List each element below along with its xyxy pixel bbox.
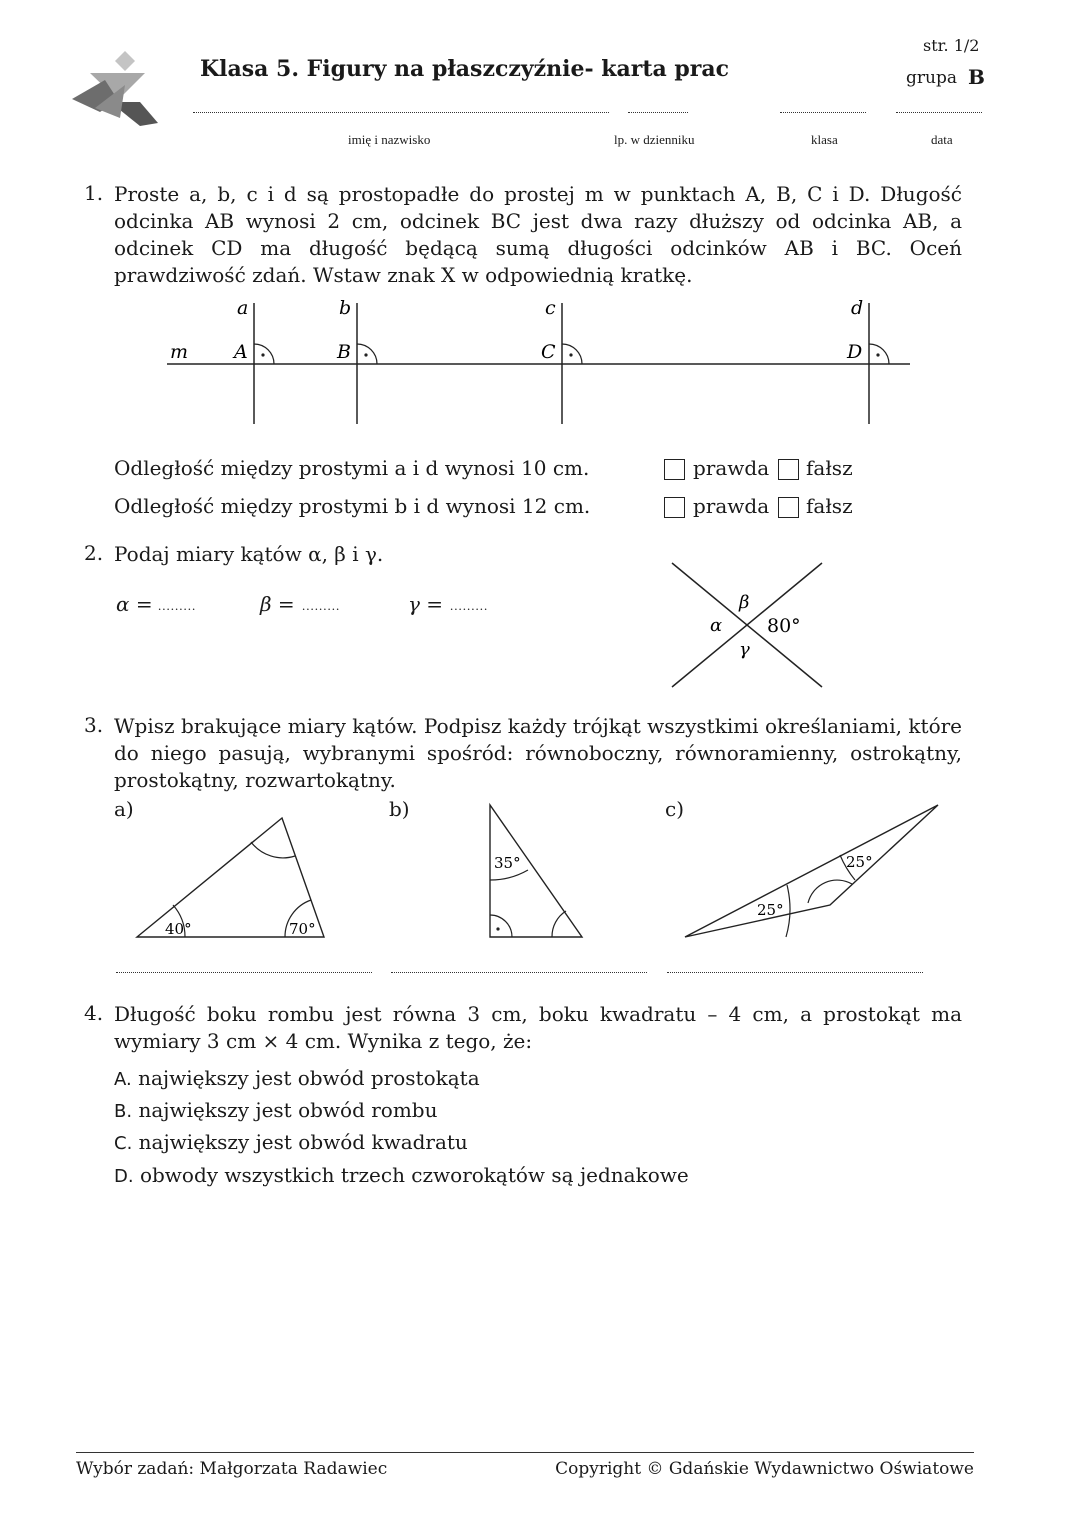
footer-right: Copyright © Gdańskie Wydawnictwo Oświatowe — [555, 1459, 974, 1479]
label-s2-false: fałsz — [806, 494, 853, 518]
task1-text: Proste a, b, c i d są prostopadłe do prostej m w punktach A, B, C i D. Długość odcinka AB wynosi 2 cm, odcinek BC jest dwa razy dłuższy od odcinka AB, a odcinek CD ma długość będącą sumą długości odcinków AB i BC. Oceń prawdziwość zdań. Wstaw znak X w odpowiednią kratkę. — [114, 182, 962, 287]
alpha-answer[interactable]: ......... — [158, 598, 197, 613]
alpha-label: α = — [116, 592, 153, 616]
part-c-label: c) — [665, 797, 685, 821]
group-label: grupa — [906, 68, 957, 88]
option-b[interactable] — [114, 1097, 437, 1125]
name-field-label: imię i nazwisko — [348, 132, 431, 147]
diagram-beta: β — [739, 592, 750, 613]
label-m: m — [170, 341, 189, 363]
label-B: B — [337, 341, 351, 363]
answer-line-b[interactable] — [391, 972, 647, 973]
page-title: Klasa 5. Figury na płaszczyźnie- karta prac — [200, 56, 730, 82]
part-b-label: b) — [389, 797, 410, 821]
angle-arc-b-right — [490, 915, 512, 937]
label-d: d — [851, 297, 864, 319]
number-field-label: lp. w dzienniku — [614, 132, 695, 147]
option-b-letter: B. — [114, 1101, 133, 1122]
footer-left: Wybór zadań: Małgorzata Radawiec — [76, 1459, 388, 1479]
angle-c-25-left: 25° — [757, 901, 784, 919]
angle-arc-a-top — [251, 842, 295, 858]
task1-number: 1. — [84, 181, 104, 205]
diagram-gamma: γ — [739, 639, 750, 660]
option-d-text: obwody wszystkich trzech czworokątów są jednakowe — [139, 1163, 689, 1187]
angle-a-40: 40° — [165, 920, 192, 938]
angle-b-35: 35° — [494, 854, 521, 872]
label-a: a — [237, 297, 249, 319]
option-a-text: największy jest obwód prostokąta — [138, 1066, 480, 1090]
label-s2-true: prawda — [693, 494, 770, 518]
angle-dot-b-right — [496, 927, 499, 930]
page-number: str. 1/2 — [923, 36, 980, 55]
label-D: D — [847, 341, 863, 363]
answer-line-a[interactable] — [116, 972, 372, 973]
triangle-c — [685, 805, 938, 937]
diagram-80: 80° — [767, 615, 801, 637]
task2-text: Podaj miary kątów α, β i γ. — [114, 542, 384, 566]
option-c-letter: C. — [114, 1133, 133, 1154]
label-A: A — [234, 341, 248, 363]
angle-arc-c-left — [786, 885, 790, 937]
part-a-label: a) — [114, 797, 134, 821]
answer-line-c[interactable] — [667, 972, 923, 973]
task3-text: Wpisz brakujące miary kątów. Podpisz każdy trójkąt wszystkimi określaniami, które do niego pasują, wybranymi spośród: równoboczny, równoramienny, ostrokątny, prostokątny, rozwartokątny. — [114, 714, 962, 792]
task2-number: 2. — [84, 541, 104, 565]
option-a-letter: A. — [114, 1069, 132, 1090]
task3-number: 3. — [84, 713, 104, 737]
beta-label: β = — [260, 592, 295, 616]
label-c: c — [545, 297, 556, 319]
task4-text: Długość boku rombu jest równa 3 cm, boku kwadratu – 4 cm, a prostokąt ma wymiary 3 cm × 4 cm. Wynika z tego, że: — [114, 1002, 962, 1053]
label-b: b — [339, 297, 352, 319]
class-field-label: klasa — [811, 132, 838, 147]
date-field-label: data — [931, 132, 953, 147]
task4-number: 4. — [84, 1001, 104, 1025]
beta-answer[interactable]: ......... — [302, 598, 341, 613]
label-s1-false: fałsz — [806, 456, 853, 480]
label-C: C — [541, 341, 556, 363]
group-value: B — [968, 65, 985, 89]
gamma-answer[interactable]: ......... — [450, 598, 489, 613]
option-c[interactable] — [114, 1129, 468, 1157]
option-d[interactable] — [114, 1162, 689, 1190]
angle-arc-b-bottom — [552, 911, 566, 937]
option-d-letter: D. — [114, 1166, 134, 1187]
option-c-text: największy jest obwód kwadratu — [138, 1130, 468, 1154]
gamma-label: γ = — [408, 592, 444, 616]
diagram-alpha: α — [710, 615, 723, 636]
option-b-text: największy jest obwód rombu — [138, 1098, 438, 1122]
label-s1-true: prawda — [693, 456, 770, 480]
footer-divider — [76, 1452, 974, 1453]
angle-a-70: 70° — [289, 920, 316, 938]
statement-1: Odległość między prostymi a i d wynosi 10 cm. — [114, 456, 590, 480]
statement-2: Odległość między prostymi b i d wynosi 12 cm. — [114, 494, 591, 518]
angle-c-25-right: 25° — [846, 853, 873, 871]
option-a[interactable] — [114, 1065, 480, 1093]
